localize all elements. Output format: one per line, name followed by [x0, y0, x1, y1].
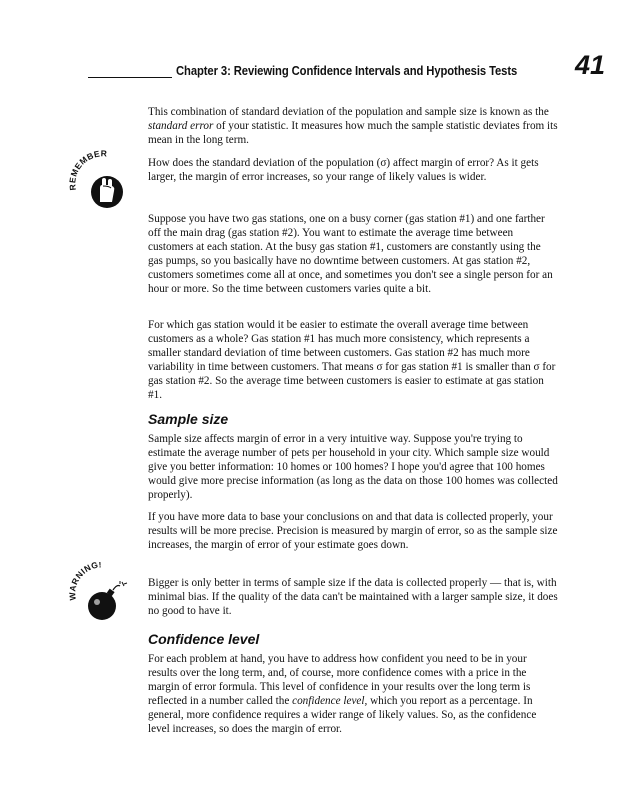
paragraph-bias-warning: Bigger is only better in terms of sample size if the data is collected properly — that is, with minimal bias. If the quality of the data can't be maintained with a larger sample size, it does no good to have it.	[148, 577, 558, 617]
remember-icon	[62, 150, 142, 212]
heading-sample-size: Sample size	[148, 411, 229, 427]
term-confidence-level: confidence level,	[292, 695, 368, 707]
paragraph-confidence-level: For each problem at hand, you have to address how confident you need to be in your results over the long term, and, of course, more confidence comes with a price in the margin of error formula. This level of confidence in your results over the long term is reflected in a number called the confidence level, which you report as a percentage. In general, more confidence requires a wider range of likely values. So, as the confidence level increases, so does the margin of error.	[148, 653, 537, 735]
warning-icon-label: WARNING!	[67, 562, 103, 601]
header-rule	[88, 77, 172, 78]
warning-icon	[62, 562, 142, 624]
term-standard-error: standard error	[148, 120, 214, 132]
paragraph-precision: If you have more data to base your conclusions on and that data is collected properly, your results will be more precise. Precision is measured by margin of error, so as the sample size increases, the margin of error of your estimate goes down.	[148, 511, 558, 551]
heading-confidence-level: Confidence level	[148, 631, 260, 647]
page-number: 41	[575, 50, 606, 80]
paragraph-sigma-margin: How does the standard deviation of the population (σ) affect margin of error? As it gets larger, the margin of error increases, so your range of likely values is wider.	[148, 157, 539, 183]
paragraph-sample-size-intro: Sample size affects margin of error in a very intuitive way. Suppose you're trying to estimate the average number of pets per household in your city. Which sample size would give you better information: 10 homes or 100 homes? I hope you'd agree that 100 homes would give more precise information (as long as the data on those 100 homes was collected properly).	[148, 433, 558, 501]
paragraph-standard-error: This combination of standard deviation of the population and sample size is known as the standard error of your statistic. It measures how much the sample statistic deviates from its mean in the long term.	[148, 106, 558, 146]
paragraph-gas-station-comparison: For which gas station would it be easier to estimate the overall average time between customers as a whole? Gas station #1 has much more consistency, which represents a smaller standard deviation of time between customers. Gas station #2 has much more variability in time between customers. That means σ for gas station #1 is smaller than σ for gas station #2. So the average time between customers is easier to estimate at gas station #1.	[148, 319, 556, 401]
chapter-title: Chapter 3: Reviewing Confidence Intervals and Hypothesis Tests	[176, 64, 518, 78]
paragraph-gas-stations: Suppose you have two gas stations, one on a busy corner (gas station #1) and one farther off the main drag (gas station #2). You want to estimate the average time between customers at each station. At the busy gas station #1, customers are constantly using the gas pumps, so you basically have no downtime between customers. At gas station #2, customers sometimes come all at once, and sometimes you don't see a single person for an hour or more. So the time between customers varies quite a bit.	[148, 213, 553, 295]
remember-icon-label: REMEMBER	[67, 150, 108, 191]
